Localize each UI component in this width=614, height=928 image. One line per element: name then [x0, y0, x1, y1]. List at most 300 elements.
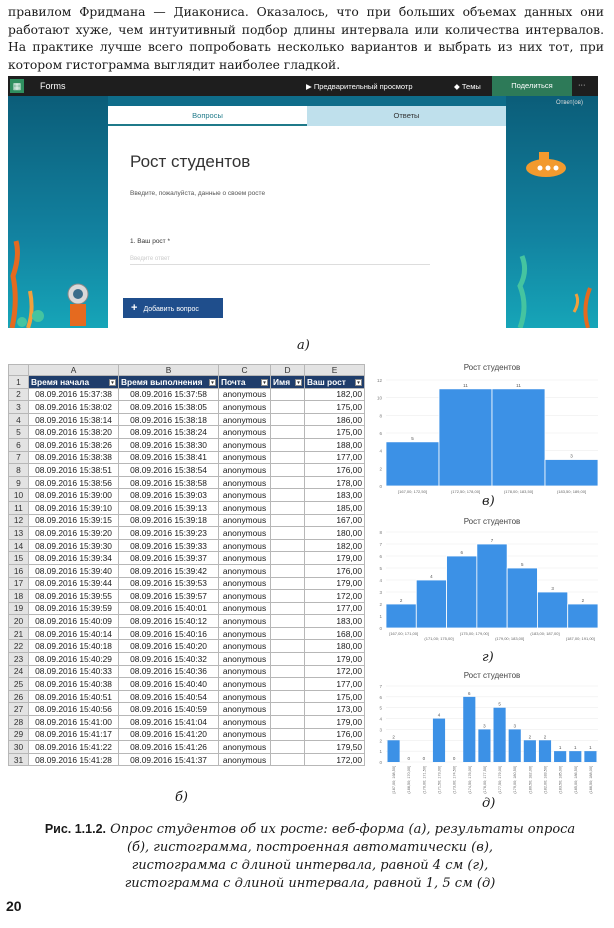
table-cell[interactable] [271, 514, 305, 527]
table-cell[interactable]: 08.09.2016 15:39:10 [29, 501, 119, 514]
table-cell[interactable] [271, 640, 305, 653]
label-d: д) [482, 796, 496, 811]
bar-data-label: 4 [430, 574, 433, 579]
histogram-bar [447, 556, 477, 628]
table-cell[interactable]: 08.09.2016 15:41:22 [29, 741, 119, 754]
table-cell[interactable] [271, 716, 305, 729]
table-cell[interactable]: 08.09.2016 15:38:20 [29, 426, 119, 439]
table-row [9, 627, 365, 640]
table-row [9, 602, 365, 615]
table-cell[interactable]: 172,00 [305, 590, 365, 603]
column-letter[interactable]: E [305, 365, 365, 376]
table-cell[interactable] [271, 753, 305, 766]
table-cell[interactable]: 177,00 [305, 451, 365, 464]
table-cell[interactable]: 175,00 [305, 426, 365, 439]
x-tick-label: (182,00; 183,50] [543, 766, 548, 794]
histogram-bar [524, 740, 536, 762]
row-number[interactable]: 2 [9, 388, 29, 401]
table-cell[interactable]: 08.09.2016 15:41:28 [29, 753, 119, 766]
table-cell[interactable]: 08.09.2016 15:41:20 [119, 728, 219, 741]
table-cell[interactable]: anonymous [219, 514, 271, 527]
table-cell[interactable]: 179,00 [305, 552, 365, 565]
table-cell[interactable] [271, 527, 305, 540]
forms-screenshot [8, 76, 598, 328]
table-cell[interactable]: anonymous [219, 602, 271, 615]
table-cell[interactable]: 08.09.2016 15:38:54 [119, 464, 219, 477]
table-cell[interactable]: 08.09.2016 15:40:33 [29, 665, 119, 678]
row-number[interactable]: 31 [9, 753, 29, 766]
table-cell[interactable]: 167,00 [305, 514, 365, 527]
table-cell[interactable] [271, 577, 305, 590]
table-row [9, 501, 365, 514]
row-number[interactable]: 7 [9, 451, 29, 464]
table-cell[interactable]: anonymous [219, 703, 271, 716]
table-cell[interactable]: 08.09.2016 15:40:29 [29, 653, 119, 666]
table-cell[interactable]: 08.09.2016 15:41:17 [29, 728, 119, 741]
table-cell[interactable]: 08.09.2016 15:39:03 [119, 489, 219, 502]
table-cell[interactable]: 08.09.2016 15:38:26 [29, 438, 119, 451]
table-cell[interactable] [271, 388, 305, 401]
table-row [9, 753, 365, 766]
table-cell[interactable]: 08.09.2016 15:41:04 [119, 716, 219, 729]
bar-data-label: 1 [574, 745, 577, 751]
table-row [9, 552, 365, 565]
table-cell[interactable]: anonymous [219, 476, 271, 489]
table-row [9, 577, 365, 590]
table-cell[interactable]: 182,00 [305, 539, 365, 552]
column-letters-row [9, 365, 365, 376]
table-cell[interactable]: 183,00 [305, 615, 365, 628]
row-number[interactable]: 3 [9, 401, 29, 414]
table-cell[interactable]: anonymous [219, 640, 271, 653]
table-cell[interactable] [271, 539, 305, 552]
table-cell[interactable]: anonymous [219, 413, 271, 426]
answer-input[interactable]: Введите ответ [130, 256, 430, 265]
table-cell[interactable]: 172,00 [305, 665, 365, 678]
histogram-bar [569, 751, 581, 762]
plus-icon: + [131, 302, 138, 314]
table-cell[interactable]: 175,00 [305, 690, 365, 703]
table-cell[interactable]: anonymous [219, 577, 271, 590]
table-cell[interactable]: anonymous [219, 753, 271, 766]
chart-title: Рост студентов [463, 363, 521, 372]
table-cell[interactable]: 08.09.2016 15:40:12 [119, 615, 219, 628]
row-number[interactable]: 14 [9, 539, 29, 552]
table-cell[interactable]: 08.09.2016 15:39:33 [119, 539, 219, 552]
row-number[interactable]: 15 [9, 552, 29, 565]
table-cell[interactable]: 178,00 [305, 476, 365, 489]
table-cell[interactable]: 179,00 [305, 716, 365, 729]
table-cell[interactable]: anonymous [219, 388, 271, 401]
table-cell[interactable] [271, 501, 305, 514]
table-cell[interactable]: 08.09.2016 15:40:01 [119, 602, 219, 615]
table-cell[interactable]: 08.09.2016 15:38:14 [29, 413, 119, 426]
responses-count: Ответ(ов) [556, 100, 583, 106]
table-cell[interactable]: 179,50 [305, 741, 365, 754]
table-cell[interactable]: 08.09.2016 15:40:18 [29, 640, 119, 653]
table-cell[interactable] [271, 489, 305, 502]
table-cell[interactable]: 08.09.2016 15:38:58 [119, 476, 219, 489]
bar-data-label: 0 [452, 756, 456, 761]
x-tick-label: [167,00; 171,00] [389, 631, 419, 636]
table-cell[interactable]: anonymous [219, 690, 271, 703]
table-cell[interactable]: anonymous [219, 401, 271, 414]
table-cell[interactable] [271, 703, 305, 716]
row-number[interactable]: 30 [9, 741, 29, 754]
table-cell[interactable]: 180,00 [305, 640, 365, 653]
table-cell[interactable] [271, 401, 305, 414]
table-cell[interactable]: 08.09.2016 15:38:38 [29, 451, 119, 464]
row-number[interactable]: 21 [9, 627, 29, 640]
table-row [9, 476, 365, 489]
table-cell[interactable]: 182,00 [305, 388, 365, 401]
column-header[interactable] [305, 376, 365, 389]
table-cell[interactable]: 08.09.2016 15:39:15 [29, 514, 119, 527]
row-number[interactable]: 6 [9, 438, 29, 451]
more-icon[interactable]: ··· [578, 80, 586, 89]
table-cell[interactable]: 08.09.2016 15:40:51 [29, 690, 119, 703]
column-header[interactable] [29, 376, 119, 389]
table-cell[interactable]: anonymous [219, 564, 271, 577]
table-cell[interactable]: 188,00 [305, 438, 365, 451]
table-cell[interactable] [271, 451, 305, 464]
table-cell[interactable] [271, 464, 305, 477]
table-row [9, 451, 365, 464]
table-cell[interactable]: 175,00 [305, 401, 365, 414]
table-cell[interactable]: anonymous [219, 552, 271, 565]
table-cell[interactable]: anonymous [219, 426, 271, 439]
histogram-4cm [372, 514, 604, 650]
table-cell[interactable]: 183,00 [305, 489, 365, 502]
table-cell[interactable]: 08.09.2016 15:39:34 [29, 552, 119, 565]
y-tick-label: 0 [379, 484, 382, 489]
table-cell[interactable]: 08.09.2016 15:40:56 [29, 703, 119, 716]
table-row [9, 640, 365, 653]
table-cell[interactable]: 08.09.2016 15:38:30 [119, 438, 219, 451]
table-cell[interactable]: anonymous [219, 438, 271, 451]
row-number[interactable]: 16 [9, 564, 29, 577]
table-cell[interactable]: anonymous [219, 728, 271, 741]
table-cell[interactable]: anonymous [219, 464, 271, 477]
table-cell[interactable] [271, 627, 305, 640]
histogram-bar [386, 604, 416, 628]
table-cell[interactable] [271, 741, 305, 754]
table-cell[interactable]: 08.09.2016 15:39:00 [29, 489, 119, 502]
table-cell[interactable]: 08.09.2016 15:40:36 [119, 665, 219, 678]
table-cell[interactable]: 08.09.2016 15:39:30 [29, 539, 119, 552]
y-tick-label: 2 [379, 602, 382, 607]
x-tick-label: (180,50; 182,00] [528, 766, 533, 794]
table-cell[interactable]: anonymous [219, 678, 271, 691]
y-tick-label: 4 [379, 578, 382, 583]
table-cell[interactable] [271, 690, 305, 703]
table-row [9, 678, 365, 691]
row-number[interactable]: 11 [9, 501, 29, 514]
table-cell[interactable]: 08.09.2016 15:39:42 [119, 564, 219, 577]
row-number[interactable]: 19 [9, 602, 29, 615]
table-cell[interactable]: 180,00 [305, 527, 365, 540]
table-cell[interactable]: 08.09.2016 15:38:41 [119, 451, 219, 464]
table-cell[interactable]: 08.09.2016 15:39:55 [29, 590, 119, 603]
table-cell[interactable]: 08.09.2016 15:40:59 [119, 703, 219, 716]
table-cell[interactable]: 08.09.2016 15:38:18 [119, 413, 219, 426]
page-number: 20 [6, 898, 22, 914]
table-cell[interactable]: 08.09.2016 15:39:59 [29, 602, 119, 615]
column-letter[interactable]: D [271, 365, 305, 376]
row-number[interactable]: 22 [9, 640, 29, 653]
table-cell[interactable] [271, 678, 305, 691]
table-cell[interactable]: 177,00 [305, 602, 365, 615]
x-tick-label: (183,50; 189,00] [556, 489, 587, 494]
column-letter[interactable]: B [119, 365, 219, 376]
row-number[interactable]: 5 [9, 426, 29, 439]
table-cell[interactable]: anonymous [219, 615, 271, 628]
table-cell[interactable] [271, 665, 305, 678]
table-cell[interactable]: 08.09.2016 15:38:02 [29, 401, 119, 414]
bar-data-label: 5 [521, 562, 524, 567]
table-cell[interactable] [271, 476, 305, 489]
histogram-bar [463, 697, 475, 762]
intro-paragraph: правилом Фридмана — Диакониса. Оказалось, что при больших объемах данных они работают хуже, чем интуитивный подбор длины интервала или количества интервалов. На практике лучше всего попробовать несколько вариантов и выбрать из них тот, при котором гистограмма выглядит наиболее гладкой. [8, 5, 604, 72]
table-cell[interactable]: 177,00 [305, 678, 365, 691]
y-tick-label: 3 [379, 590, 382, 595]
y-tick-label: 2 [379, 738, 382, 744]
table-cell[interactable] [271, 615, 305, 628]
chart-title: Рост студентов [463, 517, 521, 526]
table-row [9, 564, 365, 577]
row-number[interactable]: 9 [9, 476, 29, 489]
table-cell[interactable]: 08.09.2016 15:39:18 [119, 514, 219, 527]
x-tick-label: (179,00; 183,00] [495, 636, 525, 641]
histogram-bar [386, 442, 439, 486]
table-cell[interactable]: 08.09.2016 15:41:37 [119, 753, 219, 766]
table-cell[interactable] [271, 728, 305, 741]
x-tick-label: (186,50; 188,00] [588, 766, 593, 794]
table-cell[interactable]: 08.09.2016 15:40:16 [119, 627, 219, 640]
x-tick-label: (176,00; 177,50] [482, 766, 487, 794]
table-cell[interactable] [271, 552, 305, 565]
row-number[interactable]: 24 [9, 665, 29, 678]
table-cell[interactable] [271, 602, 305, 615]
filter-dropdown-icon[interactable]: ▾ [109, 379, 116, 386]
table-cell[interactable] [271, 653, 305, 666]
column-header[interactable] [219, 376, 271, 389]
table-cell[interactable]: 08.09.2016 15:40:38 [29, 678, 119, 691]
bar-data-label: 0 [422, 756, 426, 761]
add-question-button[interactable] [123, 298, 223, 318]
add-question-label: Добавить вопрос [143, 306, 199, 313]
row-number[interactable]: 23 [9, 653, 29, 666]
table-cell[interactable]: 08.09.2016 15:38:56 [29, 476, 119, 489]
table-cell[interactable]: 08.09.2016 15:40:09 [29, 615, 119, 628]
histogram-bar [439, 389, 492, 486]
table-cell[interactable]: 08.09.2016 15:39:40 [29, 564, 119, 577]
themes-button[interactable]: ◆ Темы [454, 82, 481, 91]
bar-data-label: 0 [407, 756, 410, 761]
x-tick-label: (168,50; 170,00] [407, 766, 412, 794]
table-cell[interactable]: 08.09.2016 15:39:37 [119, 552, 219, 565]
table-cell[interactable]: anonymous [219, 627, 271, 640]
y-tick-label: 6 [379, 431, 382, 436]
x-tick-label: (178,00; 183,50] [503, 489, 534, 494]
table-cell[interactable]: 08.09.2016 15:37:38 [29, 388, 119, 401]
column-header[interactable] [271, 376, 305, 389]
table-cell[interactable]: 08.09.2016 15:41:26 [119, 741, 219, 754]
row-number[interactable]: 27 [9, 703, 29, 716]
table-cell[interactable]: 179,00 [305, 577, 365, 590]
forms-brand: Forms [40, 81, 66, 91]
row-number[interactable]: 17 [9, 577, 29, 590]
question-label[interactable]: 1. Ваш рост * [130, 238, 170, 245]
header-row [9, 376, 365, 389]
table-cell[interactable]: 08.09.2016 15:38:24 [119, 426, 219, 439]
table-row [9, 413, 365, 426]
table-cell[interactable]: 176,00 [305, 728, 365, 741]
row-number[interactable]: 25 [9, 678, 29, 691]
table-row [9, 590, 365, 603]
row-number[interactable]: 18 [9, 590, 29, 603]
x-tick-label: (179,00; 180,50] [513, 766, 518, 794]
table-cell[interactable]: 176,00 [305, 464, 365, 477]
histogram-1-5cm [372, 668, 604, 802]
table-cell[interactable]: 168,00 [305, 627, 365, 640]
x-tick-label: [167,00; 172,50] [398, 489, 427, 494]
app-launcher-icon[interactable]: ▦ [10, 79, 24, 93]
table-cell[interactable]: anonymous [219, 527, 271, 540]
table-cell[interactable]: 173,00 [305, 703, 365, 716]
bar-data-label: 2 [543, 734, 547, 740]
row-number[interactable]: 1 [9, 376, 29, 389]
x-tick-label: (183,00; 187,00] [530, 631, 560, 636]
filter-dropdown-icon[interactable]: ▾ [209, 379, 216, 386]
table-cell[interactable]: anonymous [219, 489, 271, 502]
table-cell[interactable]: anonymous [219, 539, 271, 552]
tab-questions[interactable]: Вопросы [108, 106, 307, 126]
table-row [9, 690, 365, 703]
row-number[interactable]: 29 [9, 728, 29, 741]
row-number[interactable]: 10 [9, 489, 29, 502]
tab-answers[interactable]: Ответы [307, 106, 506, 126]
table-cell[interactable]: anonymous [219, 653, 271, 666]
row-number[interactable]: 12 [9, 514, 29, 527]
filter-dropdown-icon[interactable]: ▾ [355, 379, 362, 386]
y-tick-label: 6 [379, 694, 382, 700]
caption-line-1: Опрос студентов об их росте: веб-форма (а), результаты опроса [110, 822, 576, 837]
label-g: г) [482, 650, 494, 665]
row-number[interactable]: 4 [9, 413, 29, 426]
histogram-bar [416, 580, 446, 628]
y-tick-label: 8 [379, 530, 382, 535]
row-number[interactable]: 20 [9, 615, 29, 628]
table-cell[interactable]: 186,00 [305, 413, 365, 426]
table-cell[interactable]: 08.09.2016 15:40:32 [119, 653, 219, 666]
histogram-bar [477, 544, 507, 628]
row-number[interactable]: 13 [9, 527, 29, 540]
y-tick-label: 0 [379, 760, 382, 765]
y-tick-label: 4 [379, 448, 382, 454]
table-cell[interactable]: anonymous [219, 716, 271, 729]
bar-data-label: 2 [528, 734, 532, 740]
histogram-bar [494, 708, 506, 762]
bar-data-label: 2 [581, 598, 585, 603]
column-header[interactable] [119, 376, 219, 389]
filter-dropdown-icon[interactable]: ▾ [295, 379, 302, 386]
table-cell[interactable]: 08.09.2016 15:40:54 [119, 690, 219, 703]
table-cell[interactable]: 08.09.2016 15:39:23 [119, 527, 219, 540]
histogram-bar [568, 604, 598, 628]
table-cell[interactable]: anonymous [219, 741, 271, 754]
preview-button[interactable]: ▶ Предварительный просмотр [306, 82, 413, 91]
bar-data-label: 3 [551, 586, 554, 591]
table-cell[interactable]: 08.09.2016 15:39:53 [119, 577, 219, 590]
y-tick-label: 7 [379, 684, 382, 689]
table-cell[interactable]: 08.09.2016 15:39:13 [119, 501, 219, 514]
table-cell[interactable]: anonymous [219, 590, 271, 603]
row-number[interactable]: 8 [9, 464, 29, 477]
table-cell[interactable] [271, 438, 305, 451]
caption-line-3: гистограмма с длиной интервала, равной 4 см (г), [131, 858, 489, 873]
table-cell[interactable]: 172,00 [305, 753, 365, 766]
table-cell[interactable]: 08.09.2016 15:38:51 [29, 464, 119, 477]
table-cell[interactable] [271, 413, 305, 426]
table-row [9, 539, 365, 552]
table-cell[interactable] [271, 590, 305, 603]
form-subtitle[interactable]: Введите, пожалуйста, данные о своем росте [130, 190, 266, 197]
histogram-bar [539, 740, 551, 762]
table-cell[interactable]: 179,00 [305, 653, 365, 666]
table-cell[interactable]: 08.09.2016 15:40:20 [119, 640, 219, 653]
sheet-corner[interactable] [9, 365, 29, 376]
table-cell[interactable] [271, 426, 305, 439]
table-cell[interactable]: 08.09.2016 15:40:14 [29, 627, 119, 640]
table-row [9, 401, 365, 414]
table-cell[interactable]: anonymous [219, 451, 271, 464]
table-cell[interactable]: 08.09.2016 15:41:00 [29, 716, 119, 729]
column-header-label: Время выполнения [121, 376, 203, 387]
table-row [9, 665, 365, 678]
column-header-label: Ваш рост [307, 376, 346, 387]
table-cell[interactable]: 08.09.2016 15:39:20 [29, 527, 119, 540]
table-cell[interactable]: 08.09.2016 15:40:40 [119, 678, 219, 691]
table-row [9, 653, 365, 666]
table-cell[interactable]: 176,00 [305, 564, 365, 577]
table-cell[interactable]: 08.09.2016 15:37:58 [119, 388, 219, 401]
table-cell[interactable]: 08.09.2016 15:38:05 [119, 401, 219, 414]
x-tick-label: (177,50; 179,00] [498, 766, 503, 794]
row-number[interactable]: 28 [9, 716, 29, 729]
label-v: в) [482, 494, 495, 509]
bar-data-label: 3 [513, 723, 516, 729]
table-cell[interactable] [271, 564, 305, 577]
histogram-bar [492, 389, 545, 486]
column-letter[interactable]: C [219, 365, 271, 376]
bar-data-label: 3 [570, 453, 573, 459]
histogram-auto [372, 360, 604, 508]
row-number[interactable]: 26 [9, 690, 29, 703]
table-cell[interactable]: 08.09.2016 15:39:44 [29, 577, 119, 590]
column-letter[interactable]: A [29, 365, 119, 376]
table-row [9, 514, 365, 527]
form-title[interactable]: Рост студентов [130, 152, 251, 171]
share-button[interactable]: Поделиться [492, 76, 572, 96]
table-cell[interactable]: 185,00 [305, 501, 365, 514]
table-cell[interactable]: anonymous [219, 665, 271, 678]
table-row [9, 438, 365, 451]
histogram-bar [584, 751, 596, 762]
filter-dropdown-icon[interactable]: ▾ [261, 379, 268, 386]
table-cell[interactable]: 08.09.2016 15:39:57 [119, 590, 219, 603]
table-cell[interactable]: anonymous [219, 501, 271, 514]
